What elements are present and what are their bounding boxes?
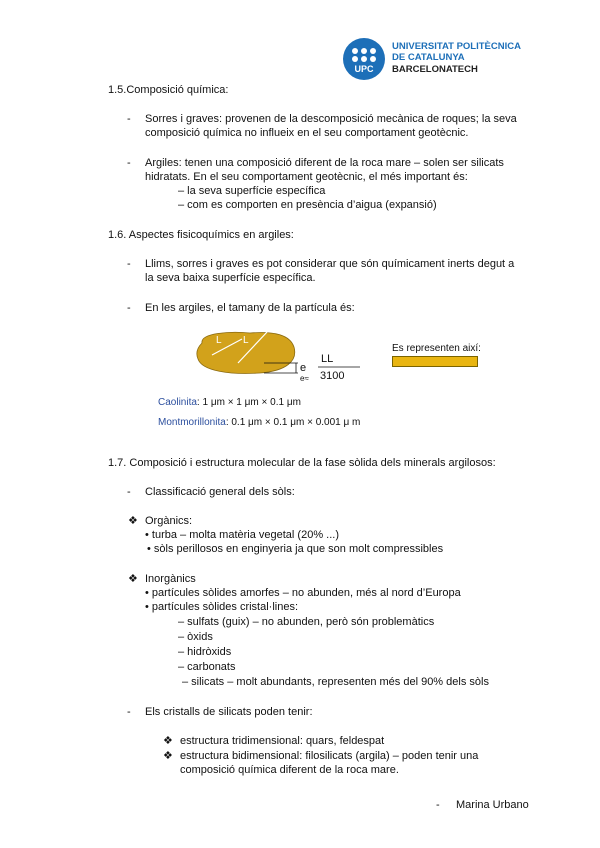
text-line: – carbonats [178,661,236,673]
text-line: – hidròxids [178,646,232,658]
montmorillonita-name: Montmorillonita [158,417,226,428]
text-line: Llims, sorres i graves es pot considerar que són químicament inerts degut a [145,258,515,270]
caolinita-name: Caolinita [158,397,197,408]
diamond-bullet-icon: ❖ [128,515,138,527]
inorganics-title: Inorgànics [145,573,196,585]
text-line: • partícules sòlides amorfes – no abunden, més al nord d’Europa [145,587,461,599]
upc-logo-emblem [343,38,385,80]
diamond-bullet-icon: ❖ [163,750,173,762]
text-line: composició química diferent de la roca mare. [180,764,399,776]
fraction-denominator: 3100 [320,370,345,382]
bullet-dash: - [127,706,131,718]
bullet-dash: - [127,258,131,270]
diamond-bullet-icon: ❖ [128,573,138,585]
figure-label-ratio: e≈ [300,374,309,383]
text-line: – òxids [178,631,213,643]
represent-label: Es representen així: [392,343,481,354]
organics-title: Orgànics: [145,515,193,527]
particle-representation-bar [392,356,478,367]
bullet-dash: - [127,486,131,498]
bullet-dash: - [127,157,131,169]
text-line: En les argiles, el tamany de la partícula és: [145,302,355,314]
figure-label-l: L [243,335,249,346]
text-line: – silicats – molt abundants, representen més del 90% dels sòls [182,676,489,688]
text-line: • turba – molta matèria vegetal (20% ...) [145,529,339,541]
text-line: – sulfats (guix) – no abunden, però són problemàtics [178,616,435,628]
text-line: Classificació general dels sòls: [145,486,295,498]
caolinita-dims: : 1 μm × 1 μm × 0.1 μm [196,397,301,408]
bullet-dash: - [127,113,131,125]
upc-logo-emblem-text: UPC [354,64,374,74]
text-line: Els cristalls de silicats poden tenir: [145,706,313,718]
text-line: • partícules sòlides cristal·lines: [145,601,299,613]
diamond-bullet-icon: ❖ [163,735,173,747]
logo-line-3: BARCELONATECH [392,64,478,75]
figure-label-l: L [216,335,222,346]
text-line: hidratats. En el seu comportament geotècnic, el més important és: [145,171,468,183]
text-line: – la seva superfície específica [178,185,326,197]
footer-dash: - [436,799,440,811]
figure-label-e: e [300,362,307,374]
text-line: estructura tridimensional: quars, feldespat [180,735,385,747]
fraction-numerator: LL [321,353,334,365]
text-line: la seva baixa superfície específica. [145,272,316,284]
heading-1-5: 1.5.Composició química: [108,84,229,96]
text-line: • sòls perillosos en enginyeria ja que son molt compressibles [147,543,444,555]
text-line: composició química no influeix en el seu comportament geotècnic. [145,127,469,139]
heading-1-7: 1.7. Composició i estructura molecular de la fase sòlida dels minerals argilosos: [108,457,496,469]
logo-line-2: DE CATALUNYA [392,52,465,63]
logo-line-1: UNIVERSITAT POLITÈCNICA [392,41,521,52]
text-line: Argiles: tenen una composició diferent de la roca mare – solen ser silicats [145,157,504,169]
bullet-dash: - [127,302,131,314]
montmorillonita-dims: : 0.1 μm × 0.1 μm × 0.001 μ m [225,417,361,428]
text-line: – com es comporten en presència d’aigua (expansió) [178,199,437,211]
footer-author: Marina Urbano [456,799,529,811]
heading-1-6: 1.6. Aspectes fisicoquímics en argiles: [108,229,294,241]
text-line: Sorres i graves: provenen de la descomposició mecànica de roques; la seva [145,113,517,125]
text-line: estructura bidimensional: filosilicats (argila) – poden tenir una [180,750,479,762]
